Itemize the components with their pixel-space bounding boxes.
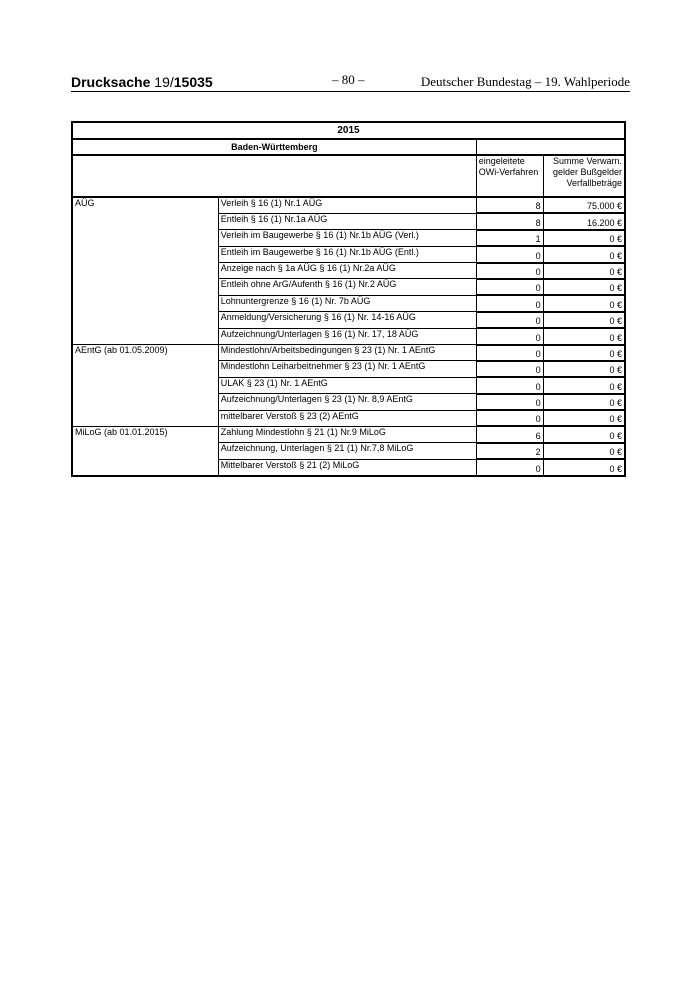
amount-cell: 0 € <box>543 443 625 459</box>
offence-cell: Aufzeichnung/Unterlagen § 23 (1) Nr. 8,9 AEntG <box>218 394 476 410</box>
law-cell <box>72 459 218 475</box>
count-cell: 8 <box>476 197 543 213</box>
count-cell: 0 <box>476 377 543 393</box>
table-row <box>72 459 625 475</box>
law-cell <box>72 295 218 311</box>
law-cell: AEntG (ab 01.05.2009) <box>72 345 218 361</box>
law-cell <box>72 279 218 295</box>
count-cell: 8 <box>476 213 543 229</box>
doc-label: Drucksache <box>71 74 151 90</box>
amount-cell: 0 € <box>543 361 625 377</box>
table-row <box>72 197 625 213</box>
document-number <box>71 74 213 90</box>
amount-cell: 0 € <box>543 312 625 328</box>
table-row <box>72 426 625 442</box>
offence-cell: Anzeige nach § 1a AÜG § 16 (1) Nr.2a AÜG <box>218 263 476 279</box>
law-cell <box>72 263 218 279</box>
table-row <box>72 443 625 459</box>
law-cell <box>72 328 218 344</box>
offence-cell: Mittelbarer Verstoß § 21 (2) MiLoG <box>218 459 476 475</box>
law-cell: MiLoG (ab 01.01.2015) <box>72 426 218 442</box>
table-row <box>72 246 625 262</box>
law-cell <box>72 377 218 393</box>
table-row <box>72 230 625 246</box>
amount-cell: 0 € <box>543 279 625 295</box>
table-row <box>72 295 625 311</box>
amount-cell: 0 € <box>543 410 625 426</box>
amount-cell: 0 € <box>543 246 625 262</box>
offence-cell: Entleih im Baugewerbe § 16 (1) Nr.1b AÜG (Entl.) <box>218 246 476 262</box>
offence-cell: Verleih im Baugewerbe § 16 (1) Nr.1b AÜG (Verl.) <box>218 230 476 246</box>
amount-cell: 16.200 € <box>543 213 625 229</box>
publisher: Deutscher Bundestag – 19. Wahlperiode <box>420 74 630 89</box>
count-cell: 0 <box>476 312 543 328</box>
amount-cell: 0 € <box>543 377 625 393</box>
count-cell: 2 <box>476 443 543 459</box>
offence-cell: Lohnuntergrenze § 16 (1) Nr. 7b AÜG <box>218 295 476 311</box>
offence-cell: Aufzeichnung, Unterlagen § 21 (1) Nr.7,8 MiLoG <box>218 443 476 459</box>
offence-cell: Entleih § 16 (1) Nr.1a AÜG <box>218 213 476 229</box>
state-row <box>72 139 625 155</box>
count-cell: 0 <box>476 246 543 262</box>
table-row <box>72 279 625 295</box>
table-row <box>72 410 625 426</box>
amount-cell: 0 € <box>543 345 625 361</box>
doc-number-main: 15035 <box>173 74 213 90</box>
table-row <box>72 312 625 328</box>
statistics-table <box>71 121 626 477</box>
offence-cell: Aufzeichnung/Unterlagen § 16 (1) Nr. 17, 18 AÜG <box>218 328 476 344</box>
count-cell: 6 <box>476 426 543 442</box>
table-row <box>72 328 625 344</box>
page-header <box>71 70 630 92</box>
offence-cell: Entleih ohne ArG/Aufenth § 16 (1) Nr.2 AÜG <box>218 279 476 295</box>
law-cell <box>72 410 218 426</box>
law-cell <box>72 443 218 459</box>
col-header-amount: Summe Verwarn. gelder Bußgelder Verfallbeträge <box>543 155 625 197</box>
column-header-row <box>72 155 625 197</box>
count-cell: 0 <box>476 345 543 361</box>
count-cell: 0 <box>476 279 543 295</box>
count-cell: 0 <box>476 459 543 475</box>
law-cell <box>72 394 218 410</box>
amount-cell: 0 € <box>543 230 625 246</box>
law-cell <box>72 361 218 377</box>
amount-cell: 0 € <box>543 328 625 344</box>
amount-cell: 0 € <box>543 459 625 475</box>
year-row <box>72 122 625 139</box>
count-cell: 0 <box>476 328 543 344</box>
law-cell <box>72 246 218 262</box>
table-row <box>72 394 625 410</box>
amount-cell: 75.000 € <box>543 197 625 213</box>
law-cell <box>72 230 218 246</box>
offence-cell: Zahlung Mindestlohn § 21 (1) Nr.9 MiLoG <box>218 426 476 442</box>
offence-cell: Mindestlohn/Arbeitsbedingungen § 23 (1) Nr. 1 AEntG <box>218 345 476 361</box>
col-header-count: eingeleitete OWi-Verfahren <box>476 155 543 197</box>
year-cell: 2015 <box>72 122 625 139</box>
amount-cell: 0 € <box>543 263 625 279</box>
table-row <box>72 377 625 393</box>
count-cell: 0 <box>476 263 543 279</box>
count-cell: 0 <box>476 394 543 410</box>
offence-cell: Mindestlohn Leiharbeitnehmer § 23 (1) Nr. 1 AEntG <box>218 361 476 377</box>
amount-cell: 0 € <box>543 394 625 410</box>
offence-cell: Verleih § 16 (1) Nr.1 AÜG <box>218 197 476 213</box>
header-divider <box>71 91 630 92</box>
table-row <box>72 361 625 377</box>
table-row <box>72 263 625 279</box>
table-row <box>72 345 625 361</box>
count-cell: 0 <box>476 410 543 426</box>
count-cell: 0 <box>476 361 543 377</box>
doc-number-prefix: 19/ <box>154 74 174 90</box>
offence-cell: ULAK § 23 (1) Nr. 1 AEntG <box>218 377 476 393</box>
law-cell: AÜG <box>72 197 218 213</box>
state-row-blank <box>476 139 625 155</box>
law-cell <box>72 312 218 328</box>
state-name: Baden-Württemberg <box>72 139 476 155</box>
offence-cell: Anmeldung/Versicherung § 16 (1) Nr. 14-16 AÜG <box>218 312 476 328</box>
count-cell: 1 <box>476 230 543 246</box>
header-blank-cell <box>72 155 476 197</box>
offence-cell: mittelbarer Verstoß § 23 (2) AEntG <box>218 410 476 426</box>
page-number: – 80 – <box>332 72 365 87</box>
table-row <box>72 213 625 229</box>
count-cell: 0 <box>476 295 543 311</box>
amount-cell: 0 € <box>543 295 625 311</box>
law-cell <box>72 213 218 229</box>
amount-cell: 0 € <box>543 426 625 442</box>
